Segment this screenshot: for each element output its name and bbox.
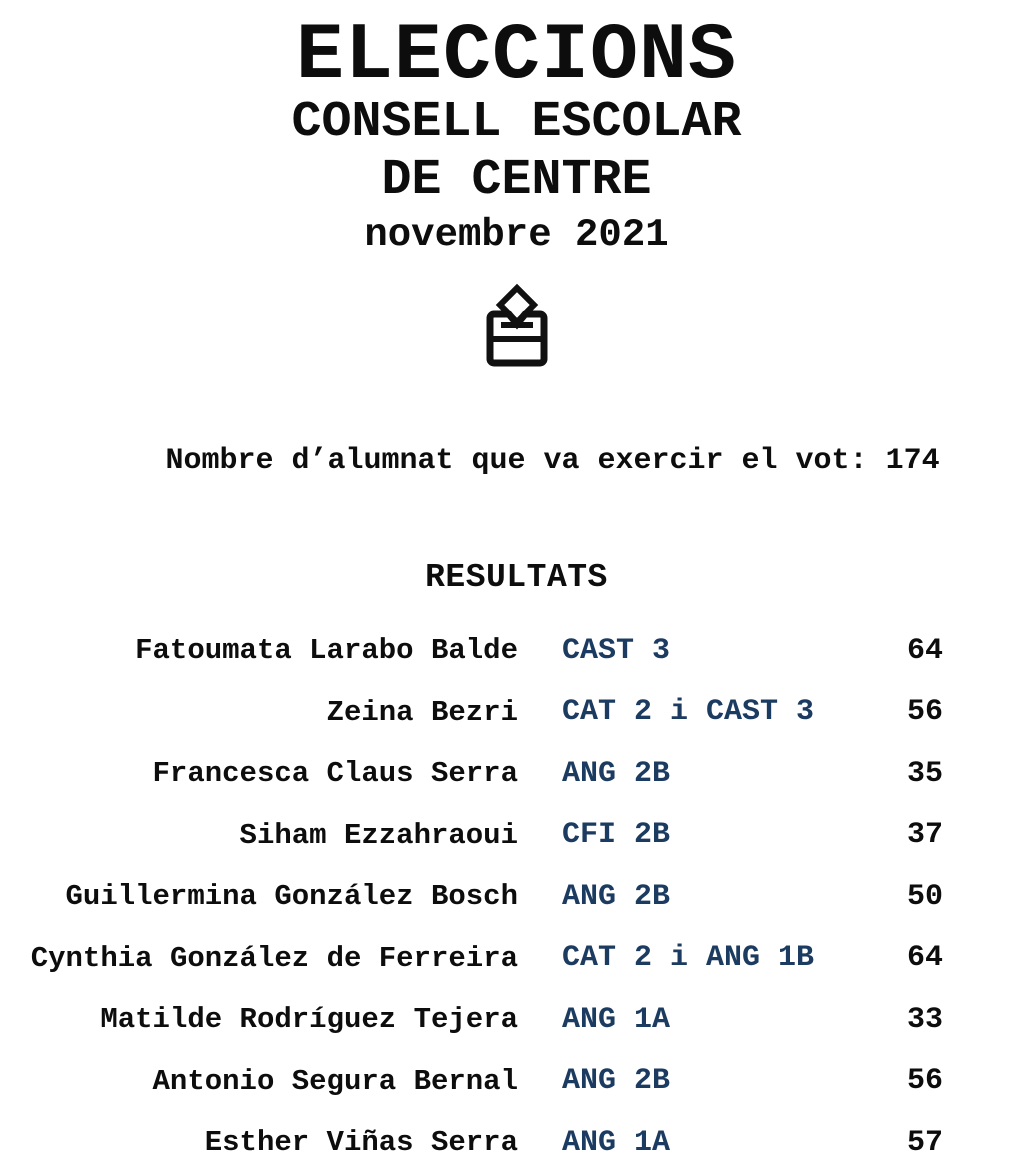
result-row: [0, 805, 943, 867]
result-row: [0, 989, 943, 1051]
course-label: ANG 2B: [562, 756, 671, 791]
ballot-box-icon: [484, 287, 550, 369]
course-label: CAT 2 i ANG 1B: [562, 941, 815, 976]
course-label: CAST 3: [562, 633, 671, 668]
vote-count: 33: [906, 1002, 943, 1037]
course-label: ANG 2B: [562, 879, 671, 914]
result-row: [0, 682, 943, 744]
vote-count: 64: [906, 633, 943, 668]
subtitle-line1: CONSELL ESCOLAR: [291, 94, 742, 152]
candidate-name: Guillermina González Bosch: [65, 880, 518, 914]
candidate-name: Matilde Rodríguez Tejera: [100, 1003, 518, 1037]
result-row: [0, 743, 943, 805]
result-row: [0, 1051, 943, 1113]
total-votes: 174: [885, 444, 940, 479]
vote-count: 37: [906, 818, 943, 853]
result-row: [0, 928, 943, 990]
vote-count: 56: [906, 1064, 943, 1099]
date-line: novembre 2021: [364, 213, 669, 258]
candidate-name: Esther Viñas Serra: [204, 1126, 518, 1160]
summary-line: [0, 403, 1033, 520]
candidate-name: Francesca Claus Serra: [152, 757, 518, 791]
vote-count: 57: [906, 1125, 943, 1160]
course-label: ANG 2B: [562, 1064, 671, 1099]
candidate-name: Siham Ezzahraoui: [239, 818, 518, 852]
result-row: [0, 1112, 943, 1174]
candidate-name: Cynthia González de Ferreira: [30, 941, 518, 975]
header: [0, 11, 1033, 369]
results-table: [0, 620, 1033, 1174]
ballot-box-icon-wrap: [0, 287, 1033, 369]
course-label: ANG 1A: [562, 1125, 671, 1160]
subtitle-line2: DE CENTRE: [381, 152, 652, 210]
candidate-name: Zeina Bezri: [326, 695, 518, 729]
vote-count: 50: [906, 879, 943, 914]
result-row: [0, 866, 943, 928]
summary-label: Nombre d’alumnat que va exercir el vot:: [165, 444, 868, 479]
course-label: ANG 1A: [562, 1002, 671, 1037]
candidate-name: Antonio Segura Bernal: [152, 1064, 518, 1098]
election-notice: [0, 11, 1033, 1160]
vote-count: 64: [906, 941, 943, 976]
results-heading: RESULTATS: [425, 559, 608, 597]
course-label: CFI 2B: [562, 818, 671, 853]
candidate-name: Fatoumata Larabo Balde: [135, 634, 518, 668]
course-label: CAT 2 i CAST 3: [562, 695, 815, 730]
vote-count: 56: [906, 695, 943, 730]
vote-count: 35: [906, 756, 943, 791]
result-row: [0, 620, 943, 682]
page-title: ELECCIONS: [295, 11, 738, 102]
